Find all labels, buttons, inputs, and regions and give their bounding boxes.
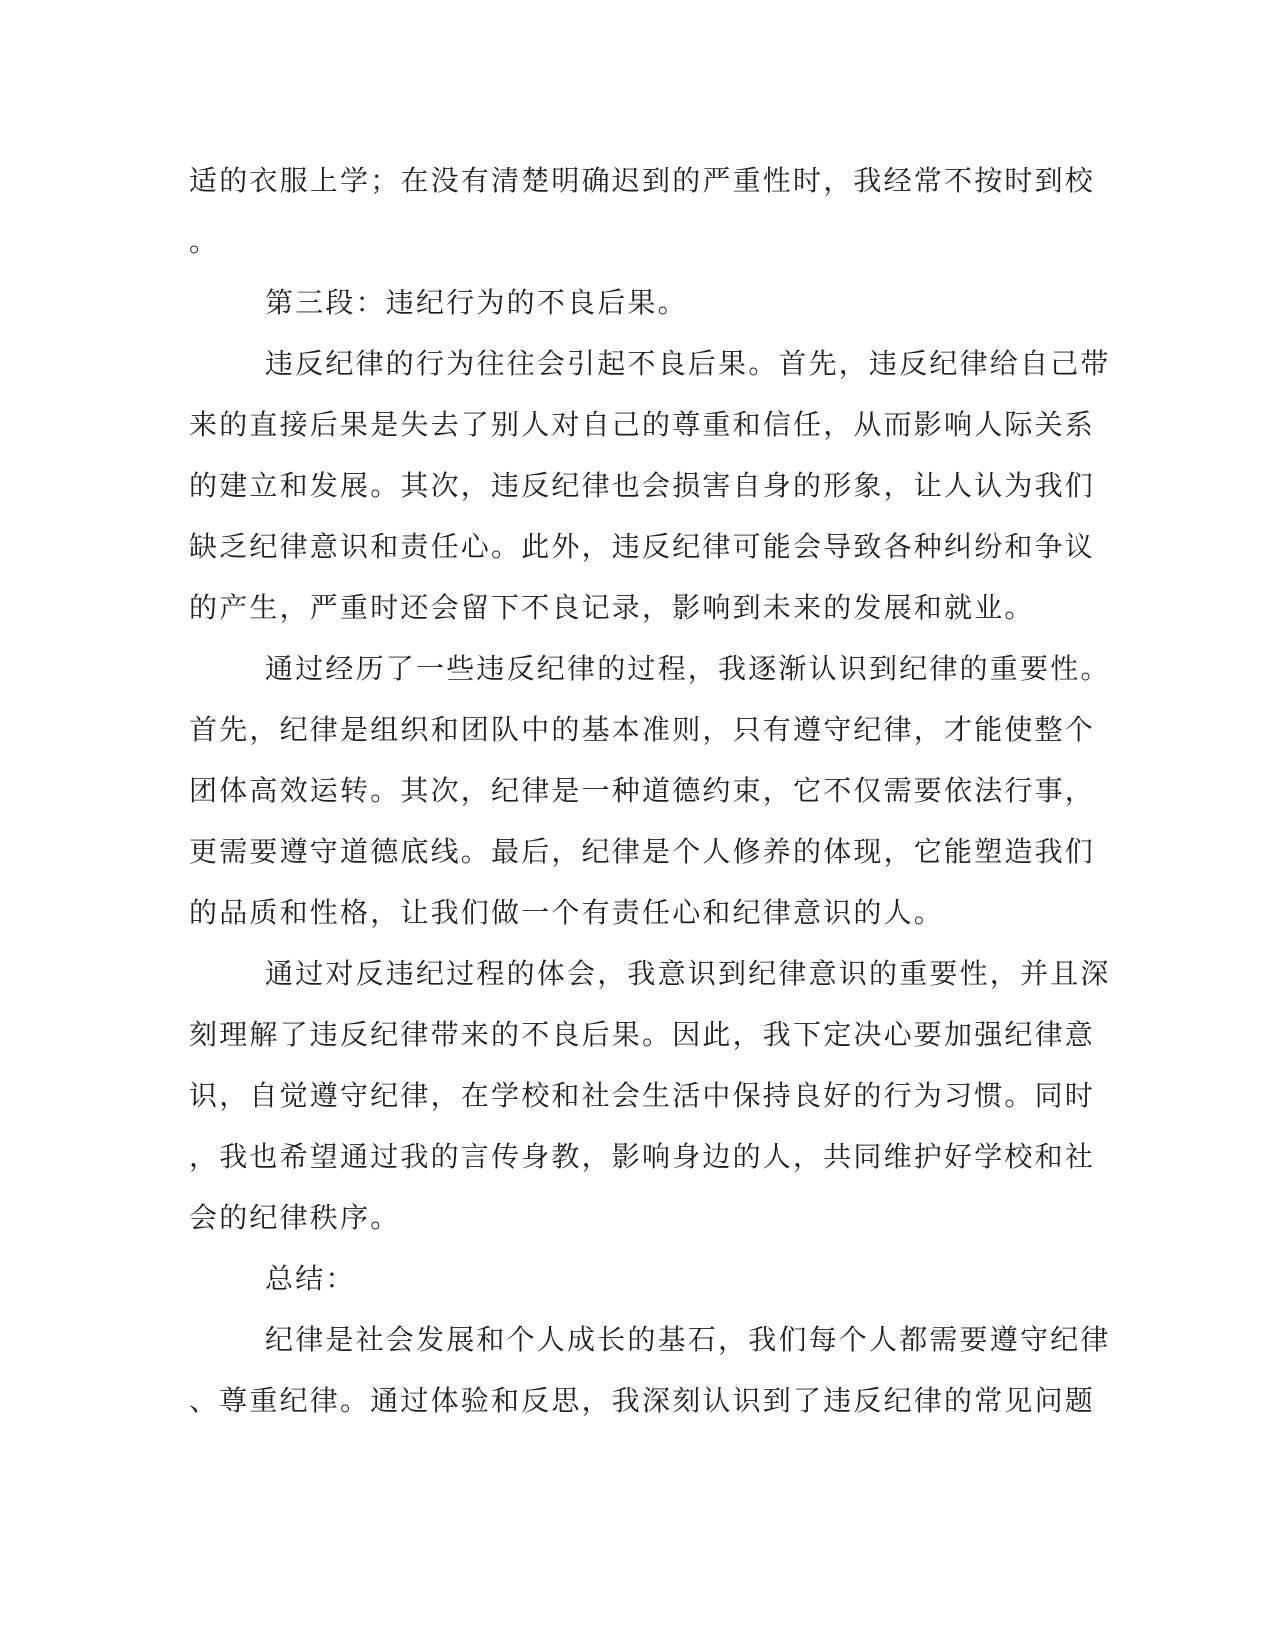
text-line: 识，自觉遵守纪律，在学校和社会生活中保持良好的行为习惯。同时 [189, 1079, 1096, 1112]
text-line: 刻理解了违反纪律带来的不良后果。因此，我下定决心要加强纪律意 [189, 1018, 1096, 1051]
text-line: 通过经历了一些违反纪律的过程，我逐渐认识到纪律的重要性。 [265, 652, 1111, 685]
text-line: 适的衣服上学；在没有清楚明确迟到的严重性时，我经常不按时到校 [189, 164, 1096, 197]
text-line: 的建立和发展。其次，违反纪律也会损害自身的形象，让人认为我们 [189, 469, 1096, 502]
text-line: 团体高效运转。其次，纪律是一种道德约束，它不仅需要依法行事， [189, 774, 1096, 807]
text-line: 通过对反违纪过程的体会，我意识到纪律意识的重要性，并且深 [265, 957, 1111, 990]
text-line: 缺乏纪律意识和责任心。此外，违反纪律可能会导致各种纠纷和争议 [189, 530, 1096, 563]
document-body [189, 163, 1111, 1444]
text-line: ，我也希望通过我的言传身教，影响身边的人，共同维护好学校和社 [189, 1140, 1096, 1173]
text-line: 的产生，严重时还会留下不良记录，影响到未来的发展和就业。 [189, 591, 1035, 624]
text-line: 更需要遵守道德底线。最后，纪律是个人修养的体现，它能塑造我们 [189, 835, 1096, 868]
text-line: 纪律是社会发展和个人成长的基石，我们每个人都需要遵守纪律 [265, 1323, 1111, 1356]
text-line: 会的纪律秩序。 [189, 1201, 401, 1234]
text-line: 违反纪律的行为往往会引起不良后果。首先，违反纪律给自己带 [265, 347, 1111, 380]
summary-heading: 总结： [265, 1262, 356, 1295]
text-line: 。 [189, 225, 220, 258]
text-line: 首先，纪律是组织和团队中的基本准则，只有遵守纪律，才能使整个 [189, 713, 1096, 746]
section-heading: 第三段：违纪行为的不良后果。 [265, 286, 688, 319]
text-line: 来的直接后果是失去了别人对自己的尊重和信任，从而影响人际关系 [189, 408, 1096, 441]
text-line: 的品质和性格，让我们做一个有责任心和纪律意识的人。 [189, 896, 945, 929]
text-line: 、尊重纪律。通过体验和反思，我深刻认识到了违反纪律的常见问题 [189, 1384, 1096, 1417]
